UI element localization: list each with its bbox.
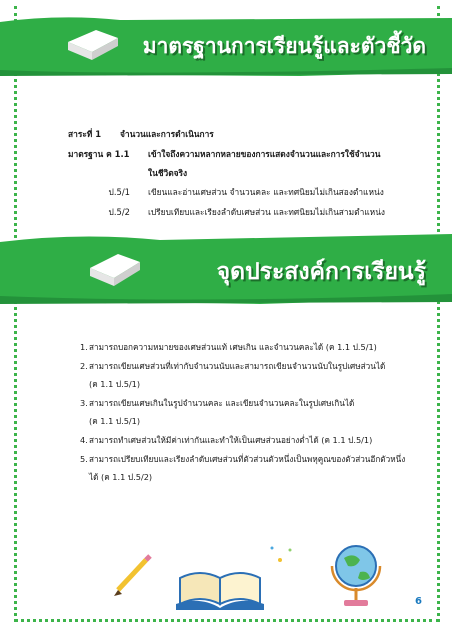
list-item [80,357,430,394]
item-text: สามารถเขียนเศษส่วนที่เท่ากับจำนวนนับและสามารถเขียนจำนวนนับในรูปเศษส่วนได้ [89,360,386,371]
indicator-text: เขียนและอ่านเศษส่วน จำนวนคละ และทศนิยมไม่เกินสองตำแหน่ง [148,187,384,197]
item-text: ได้ (ค 1.1 ป.5/2) [89,472,153,483]
standard-text-line1: เข้าใจถึงความหลากหลายของการแสดงจำนวนและการใช้จำนวน [148,149,381,159]
standard-row [68,144,428,182]
list-item [80,338,430,357]
item-number: 5. [80,453,88,464]
open-book-icon [176,573,264,610]
banner-title-objectives: จุดประสงค์การเรียนรู้ [216,258,426,285]
item-text: สามารถทำเศษส่วนให้มีค่าเท่ากันและทำให้เป็นเศษส่วนอย่างต่ำได้ (ค 1.1 ป.5/1) [89,434,373,445]
school-illustration [110,520,390,620]
item-number: 2. [80,360,88,371]
pencil-icon [114,556,150,596]
standards-section [68,124,428,222]
item-number: 3. [80,397,88,408]
indicator-text: เปรียบเทียบและเรียงลำดับเศษส่วน และทศนิยมไม่เกินสามตำแหน่ง [148,207,386,217]
indicator-row [68,182,428,202]
standard-label: มาตรฐาน ค 1.1 [68,149,130,159]
objectives-banner [0,232,452,304]
indicator-code: ป.5/2 [108,207,130,217]
strand-label: สาระที่ 1 [68,129,102,139]
page-number: 6 [415,596,422,607]
globe-icon [332,546,380,606]
strand-title: จำนวนและการดำเนินการ [120,129,214,139]
item-text: สามารถเปรียบเทียบและเรียงลำดับเศษส่วนที่ตัวส่วนตัวหนึ่งเป็นพหุคูณของตัวส่วนอีกตัวหนึ่ง [89,453,406,464]
list-item [80,394,430,431]
objectives-list [80,338,430,487]
item-text: สามารถเขียนเศษเกินในรูปจำนวนคละ และเขียนจำนวนคละในรูปเศษเกินได้ [89,397,355,408]
indicator-code: ป.5/1 [108,187,130,197]
item-text: (ค 1.1 ป.5/1) [89,416,141,427]
list-item [80,431,430,450]
standards-banner [0,14,452,76]
standard-text-line2: ในชีวิตจริง [148,168,188,178]
strand-row [68,124,428,144]
indicator-row [68,202,428,222]
banner-title-standards: มาตรฐานการเรียนรู้และตัวชี้วัด [142,33,426,58]
item-text: (ค 1.1 ป.5/1) [89,379,141,390]
sparkle-icon [271,547,292,563]
item-text: สามารถบอกความหมายของเศษส่วนแท้ เศษเกิน และจำนวนคละได้ (ค 1.1 ป.5/1) [89,342,377,352]
item-number: 1. [80,342,88,352]
item-number: 4. [80,434,88,445]
list-item [80,450,430,487]
